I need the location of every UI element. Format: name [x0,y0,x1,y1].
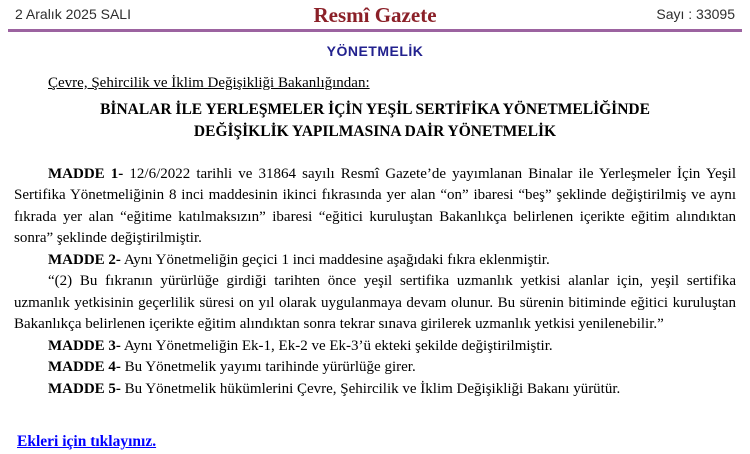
document-body [0,73,750,454]
article-label: MADDE 5- [48,380,121,397]
ministry-line-text: Çevre, Şehircilik ve İklim Değişikliği Bakanlığından: [48,75,370,91]
article-paragraph-2 [14,250,736,272]
ministry-line [14,73,736,95]
articles-block [14,164,736,401]
regulation-title-line2: DEĞİŞİKLİK YAPILMASINA DAİR YÖNETMELİK [193,122,557,140]
article-paragraph-3 [14,336,736,358]
gazette-title: Resmî Gazete [313,3,437,27]
regulation-title [14,99,736,143]
article-text: “(2) Bu fıkranın yürürlüğe girdiği tarihten önce yeşil sertifika uzmanlık yetkisi alanlar için, yeşil sertifika uzmanlık yetkisinin geçerlilik süresi on yıl olarak uygulanmaya devam olunur. Bu sürenin bitiminde eğitici kuruluştan Bakanlıkça belirlenen içerikte eğitim alındıktan sonra tekrar sınava girilerek uzmanlık yetkisi yenilenebilir.” [14,273,736,332]
gazette-header [0,0,750,28]
article-label: MADDE 1- [48,165,124,182]
regulation-title-line1: BİNALAR İLE YERLEŞMELER İÇİN YEŞİL SERTİFİKA YÖNETMELİĞİNDE [100,100,650,118]
attachments-link[interactable]: Ekleri için tıklayınız. [17,433,157,450]
article-paragraph-1 [14,164,736,250]
issue-date: 2 Aralık 2025 SALI [15,6,131,22]
article-label: MADDE 4- [48,359,121,375]
issue-number: Sayı : 33095 [656,6,735,22]
article-label: MADDE 2- [48,251,121,268]
article-label: MADDE 3- [48,337,121,354]
article-paragraph-4 [14,357,736,379]
section-heading: YÖNETMELİK [326,43,424,59]
article-text: Bu Yönetmelik hükümlerini Çevre, Şehircilik ve İklim Değişikliği Bakanı yürütür. [120,380,621,397]
article-text: Bu Yönetmelik yayımı tarihinde yürürlüğe girer. [120,359,416,375]
article-text: 12/6/2022 tarihli ve 31864 sayılı Resmî Gazete’de yayımlanan Binalar ile Yerleşmeler İçin Yeşil Sertifika Yönetmeliğinin 8 inci maddesinin ikinci fıkrasında yer alan “on” ibaresi “beş” şeklinde değiştirilmiş ve aynı fıkrada yer alan “eğitime katılmaksızın” ibaresi “eğitici kuruluştan Bakanlıkça belirlenen içerikte eğitim alındıktan sonra” şeklinde değiştirilmiştir. [14,165,737,246]
article-text: Aynı Yönetmeliğin Ek-1, Ek-2 ve Ek-3’ü ekteki şekilde değiştirilmiştir. [120,337,553,354]
header-divider-rule [8,29,742,32]
quoted-clause-paragraph [14,271,736,336]
article-paragraph-5 [14,379,736,401]
article-text: Aynı Yönetmeliğin geçici 1 inci maddesine aşağıdaki fıkra eklenmiştir. [120,251,550,268]
